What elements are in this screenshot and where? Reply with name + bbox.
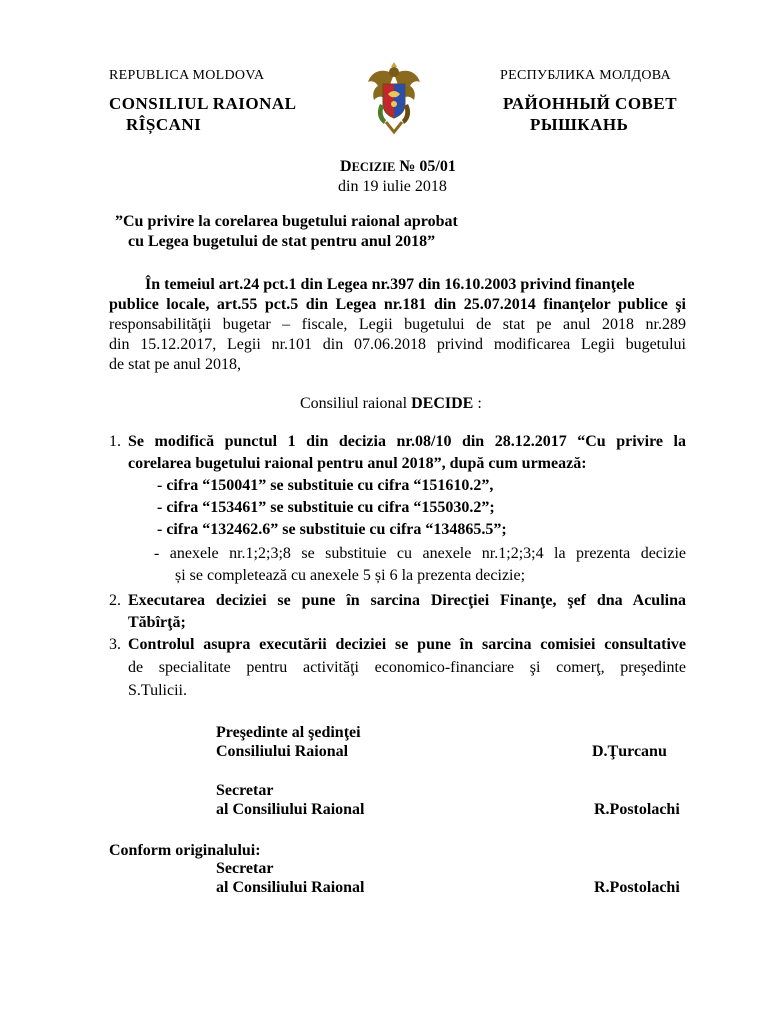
decision-number: № 05/01 (395, 158, 456, 175)
header-country-ru: РЕСПУБЛИКА МОЛДОВА (500, 68, 671, 83)
decision-title-initial: D (340, 158, 352, 175)
item-1-line-2: corelarea bugetului raional pentru anul 2018”, după cum urmează: (128, 455, 587, 472)
preamble-line-4: din 15.12.2017, Legii nr.101 din 07.06.2018 privind modificarea Legii bugetului (109, 336, 686, 353)
item-1-sub-1: - cifra “150041” se substituie cu cifra “151610.2”, (157, 477, 494, 494)
decides-word: DECIDE (411, 395, 474, 412)
item-2-line-2: Tăbîrţă; (128, 614, 186, 631)
decides-line (300, 395, 482, 413)
conform-title-2: al Consiliului Raional (216, 879, 365, 896)
decision-title-rest: ECIZIE (351, 160, 396, 174)
item-1-sub-2: - cifra “153461” se substituie cu cifra “155030.2”; (157, 499, 495, 516)
item-2-line-1: Executarea deciziei se pune în sarcina Direcţiei Finanţe, şef dna Aculina (128, 592, 686, 609)
president-title-2: Consiliului Raional (216, 743, 349, 760)
preamble-line-3: responsabilităţii bugetar – fiscale, Legii bugetului de stat pe anul 2018 nr.289 (109, 316, 686, 333)
moldova-coat-of-arms-icon (366, 60, 422, 136)
item-3-line-2: de specialitate pentru activităţi economico-financiare şi comerţ, preşedinte (128, 659, 686, 676)
header-district-ro: RÎȘCANI (126, 115, 202, 134)
item-1-sub-4-line-2: și se completează cu anexele 5 și 6 la prezenta decizie; (175, 567, 526, 584)
item-3-number: 3. (109, 636, 121, 653)
item-1-number: 1. (109, 433, 121, 450)
item-1-sub-4-line-1: - anexele nr.1;2;3;8 se substituie cu anexele nr.1;2;3;4 la prezenta decizie (154, 545, 686, 562)
item-3-line-1: Controlul asupra executării deciziei se pune în sarcina comisiei consultative (128, 636, 686, 653)
item-3-line-3: S.Tulicii. (128, 682, 187, 699)
header-country-ro: REPUBLICA MOLDOVA (109, 68, 265, 83)
decides-suffix: : (473, 395, 482, 412)
conform-name: R.Postolachi (594, 879, 680, 896)
header-council-ru: РАЙОННЫЙ СОВЕТ (503, 94, 678, 113)
subject-line-1: ”Cu privire la corelarea bugetului raional aprobat (115, 213, 458, 230)
secretary-title-1: Secretar (216, 782, 274, 799)
president-title-1: Preşedinte al şedinţei (216, 724, 361, 741)
header-council-ro: CONSILIUL RAIONAL (109, 94, 297, 113)
president-name: D.Ţurcanu (592, 743, 667, 760)
preamble-line-1: În temeiul art.24 pct.1 din Legea nr.397 din 16.10.2003 privind finanţele (145, 276, 635, 293)
decides-prefix: Consiliul raional (300, 395, 412, 412)
subject-line-2: cu Legea bugetului de stat pentru anul 2018” (128, 233, 436, 250)
item-2-number: 2. (109, 592, 121, 609)
header-district-ru: РЫШКАНЬ (530, 115, 629, 134)
decision-title (340, 158, 456, 176)
preamble-line-5: de stat pe anul 2018, (109, 356, 241, 373)
conform-title-1: Secretar (216, 860, 274, 877)
conform-label: Conform originalului: (109, 842, 261, 859)
secretary-name: R.Postolachi (594, 801, 680, 818)
preamble-line-2: publice locale, art.55 pct.5 din Legea nr.181 din 25.07.2014 finanţelor publice şi (109, 296, 686, 313)
decision-date: din 19 iulie 2018 (338, 178, 447, 195)
item-1-line-1: Se modifică punctul 1 din decizia nr.08/10 din 28.12.2017 “Cu privire la (128, 433, 686, 450)
secretary-title-2: al Consiliului Raional (216, 801, 365, 818)
item-1-sub-3: - cifra “132462.6” se substituie cu cifra “134865.5”; (157, 521, 507, 538)
